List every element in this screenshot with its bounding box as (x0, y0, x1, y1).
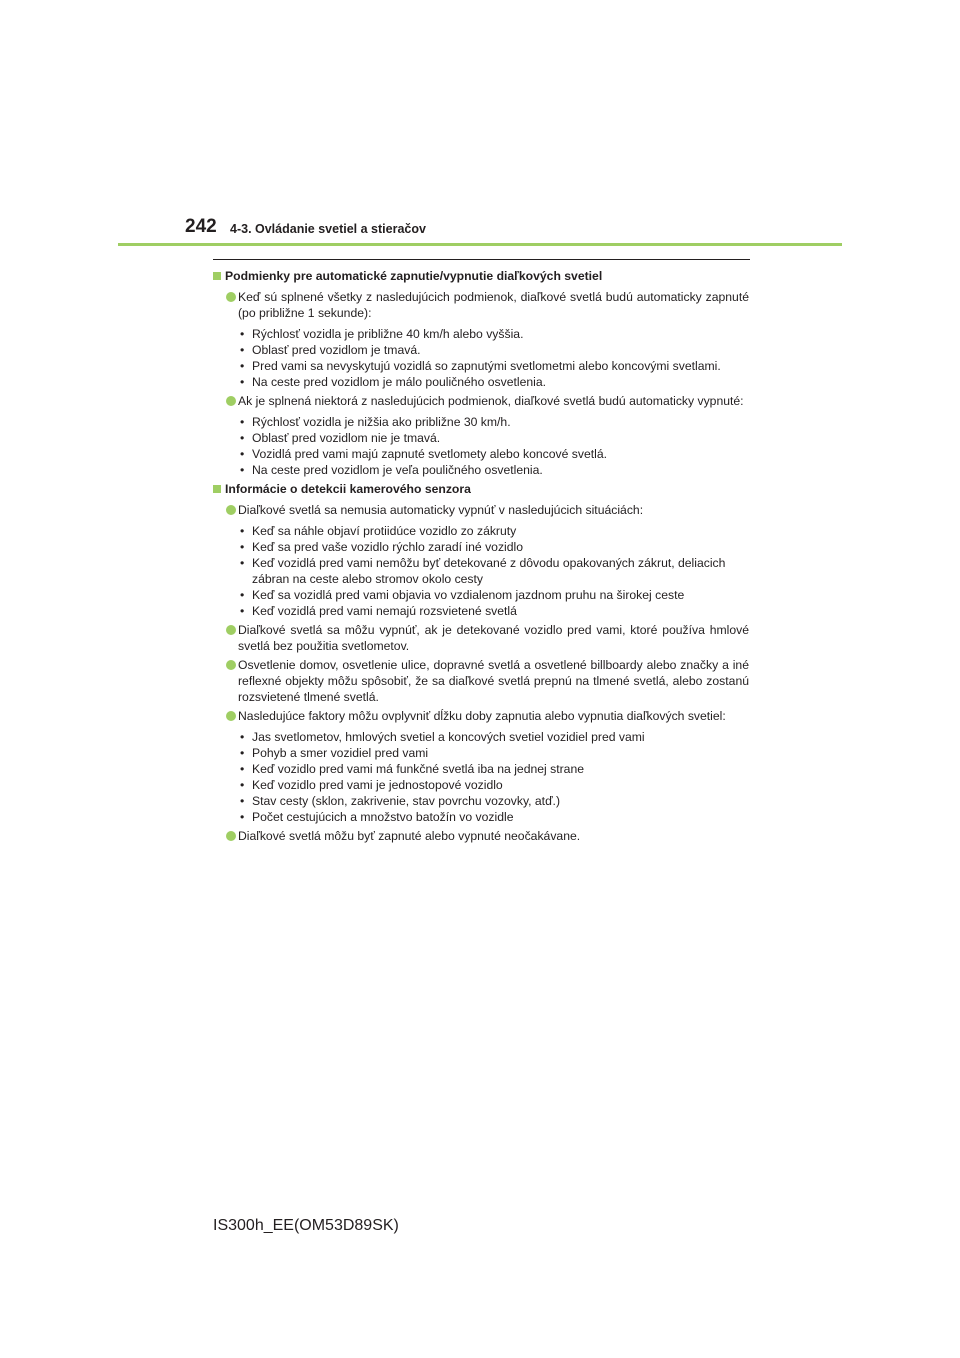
sub-list-item (238, 555, 749, 587)
sub-list-item-text: Keď sa vozidlá pred vami objavia vo vzdialenom jazdnom pruhu na širokej ceste (252, 588, 685, 602)
section-heading-text: Podmienky pre automatické zapnutie/vypnutie diaľkových svetiel (225, 269, 603, 283)
sub-list-item-text: Keď vozidlo pred vami má funkčné svetlá iba na jednej strane (252, 762, 584, 776)
sub-list-item-text: Pred vami sa nevyskytujú vozidlá so zapnutými svetlometmi alebo koncovými svetlami. (252, 359, 721, 373)
sub-list-item (238, 603, 749, 619)
sub-list-item (238, 809, 749, 825)
list-item-text: Ak je splnená niektorá z nasledujúcich podmienok, diaľkové svetlá budú automaticky vypnuté: (238, 394, 744, 408)
circle-bullet-icon (226, 711, 236, 721)
dot-bullet-icon: • (240, 778, 245, 792)
section (212, 268, 749, 478)
list-item-text: Diaľkové svetlá sa nemusia automaticky vypnúť v nasledujúcich situáciách: (238, 503, 644, 517)
sub-list (238, 523, 749, 619)
dot-bullet-icon: • (240, 359, 245, 373)
sub-list-item-text: Keď sa pred vaše vozidlo rýchlo zaradí iné vozidlo (252, 540, 524, 554)
circle-bullet-icon (226, 396, 236, 406)
dot-bullet-icon: • (240, 447, 245, 461)
sub-list-item-text: Rýchlosť vozidla je približne 40 km/h alebo vyššia. (252, 327, 524, 341)
circle-bullet-icon (226, 660, 236, 670)
square-bullet-icon (213, 485, 221, 493)
dot-bullet-icon: • (240, 794, 245, 808)
list-item (212, 393, 749, 409)
list-item (212, 708, 749, 724)
sub-list-item (238, 777, 749, 793)
sub-list (238, 414, 749, 478)
sub-list-item-text: Keď vozidlo pred vami je jednostopové vozidlo (252, 778, 503, 792)
list-item (212, 828, 749, 844)
sub-list-item-text: Jas svetlometov, hmlových svetiel a koncových svetiel vozidiel pred vami (252, 730, 645, 744)
dot-bullet-icon: • (240, 540, 245, 554)
chapter-title: 4-3. Ovládanie svetiel a stieračov (230, 222, 426, 236)
section-heading-text: Informácie o detekcii kamerového senzora (225, 482, 471, 496)
sub-list-item (238, 414, 749, 430)
sub-list (238, 729, 749, 825)
square-bullet-icon (213, 272, 221, 280)
dot-bullet-icon: • (240, 375, 245, 389)
sub-list-item-text: Pohyb a smer vozidiel pred vami (252, 746, 429, 760)
sub-list-item-text: Na ceste pred vozidlom je málo pouličného osvetlenia. (252, 375, 547, 389)
section-heading (212, 481, 749, 497)
sub-list-item (238, 462, 749, 478)
sub-list-item (238, 374, 749, 390)
sub-list-item (238, 430, 749, 446)
dot-bullet-icon: • (240, 762, 245, 776)
sub-list-item-text: Rýchlosť vozidla je nižšia ako približne 30 km/h. (252, 415, 511, 429)
circle-bullet-icon (226, 831, 236, 841)
dot-bullet-icon: • (240, 588, 245, 602)
dot-bullet-icon: • (240, 415, 245, 429)
dot-bullet-icon: • (240, 810, 245, 824)
sub-list-item (238, 761, 749, 777)
sub-list-item (238, 446, 749, 462)
list-item-text: Keď sú splnené všetky z nasledujúcich podmienok, diaľkové svetlá budú automaticky zapnuté (po približne 1 sekunde): (238, 290, 749, 320)
sub-list-item (238, 342, 749, 358)
header-rule (118, 243, 842, 246)
sub-list-item-text: Keď sa náhle objaví protiidúce vozidlo zo zákruty (252, 524, 517, 538)
dot-bullet-icon: • (240, 556, 245, 570)
sub-list-item-text: Keď vozidlá pred vami nemôžu byť detekované z dôvodu opakovaných zákrut, deliacich zábran na ceste alebo stromov okolo cesty (252, 556, 726, 586)
sub-list-item-text: Oblasť pred vozidlom nie je tmavá. (252, 431, 441, 445)
sub-list-item-text: Počet cestujúcich a množstvo batožín vo vozidle (252, 810, 514, 824)
dot-bullet-icon: • (240, 604, 245, 618)
list-item (212, 289, 749, 321)
list-item (212, 622, 749, 654)
section-heading (212, 268, 749, 284)
footer-model-code: IS300h_EE(OM53D89SK) (213, 1217, 399, 1234)
list-item-text: Nasledujúce faktory môžu ovplyvniť dĺžku doby zapnutia alebo vypnutia diaľkových svetiel: (238, 709, 726, 723)
sub-list-item (238, 587, 749, 603)
dot-bullet-icon: • (240, 431, 245, 445)
dot-bullet-icon: • (240, 524, 245, 538)
sub-list-item (238, 523, 749, 539)
sub-list-item-text: Vozidlá pred vami majú zapnuté svetlomety alebo koncové svetlá. (252, 447, 607, 461)
sub-list-item (238, 326, 749, 342)
content-rule (213, 259, 750, 260)
sub-list-item-text: Oblasť pred vozidlom je tmavá. (252, 343, 421, 357)
dot-bullet-icon: • (240, 746, 245, 760)
sub-list-item (238, 729, 749, 745)
sub-list (238, 326, 749, 390)
page-content (212, 268, 749, 847)
list-item-text: Diaľkové svetlá sa môžu vypnúť, ak je detekované vozidlo pred vami, ktoré používa hmlové svetlá bez použitia svetlometov. (238, 623, 749, 653)
sub-list-item (238, 745, 749, 761)
dot-bullet-icon: • (240, 327, 245, 341)
dot-bullet-icon: • (240, 463, 245, 477)
circle-bullet-icon (226, 625, 236, 635)
sub-list-item (238, 793, 749, 809)
circle-bullet-icon (226, 505, 236, 515)
dot-bullet-icon: • (240, 730, 245, 744)
sub-list-item (238, 358, 749, 374)
sub-list-item-text: Na ceste pred vozidlom je veľa pouličného osvetlenia. (252, 463, 543, 477)
list-item (212, 657, 749, 705)
list-item (212, 502, 749, 518)
dot-bullet-icon: • (240, 343, 245, 357)
circle-bullet-icon (226, 292, 236, 302)
page-number: 242 (185, 216, 217, 237)
section (212, 481, 749, 844)
list-item-text: Osvetlenie domov, osvetlenie ulice, dopravné svetlá a osvetlené billboardy alebo značky a iné reflexné objekty môžu spôsobiť, že sa diaľkové svetlá prepnú na tlmené svetlá, alebo zostanú rozsvietené tlmené svetlá. (238, 658, 749, 704)
sub-list-item-text: Stav cesty (sklon, zakrivenie, stav povrchu vozovky, atď.) (252, 794, 561, 808)
sub-list-item-text: Keď vozidlá pred vami nemajú rozsvietené svetlá (252, 604, 517, 618)
sub-list-item (238, 539, 749, 555)
list-item-text: Diaľkové svetlá môžu byť zapnuté alebo vypnuté neočakávane. (238, 829, 581, 843)
